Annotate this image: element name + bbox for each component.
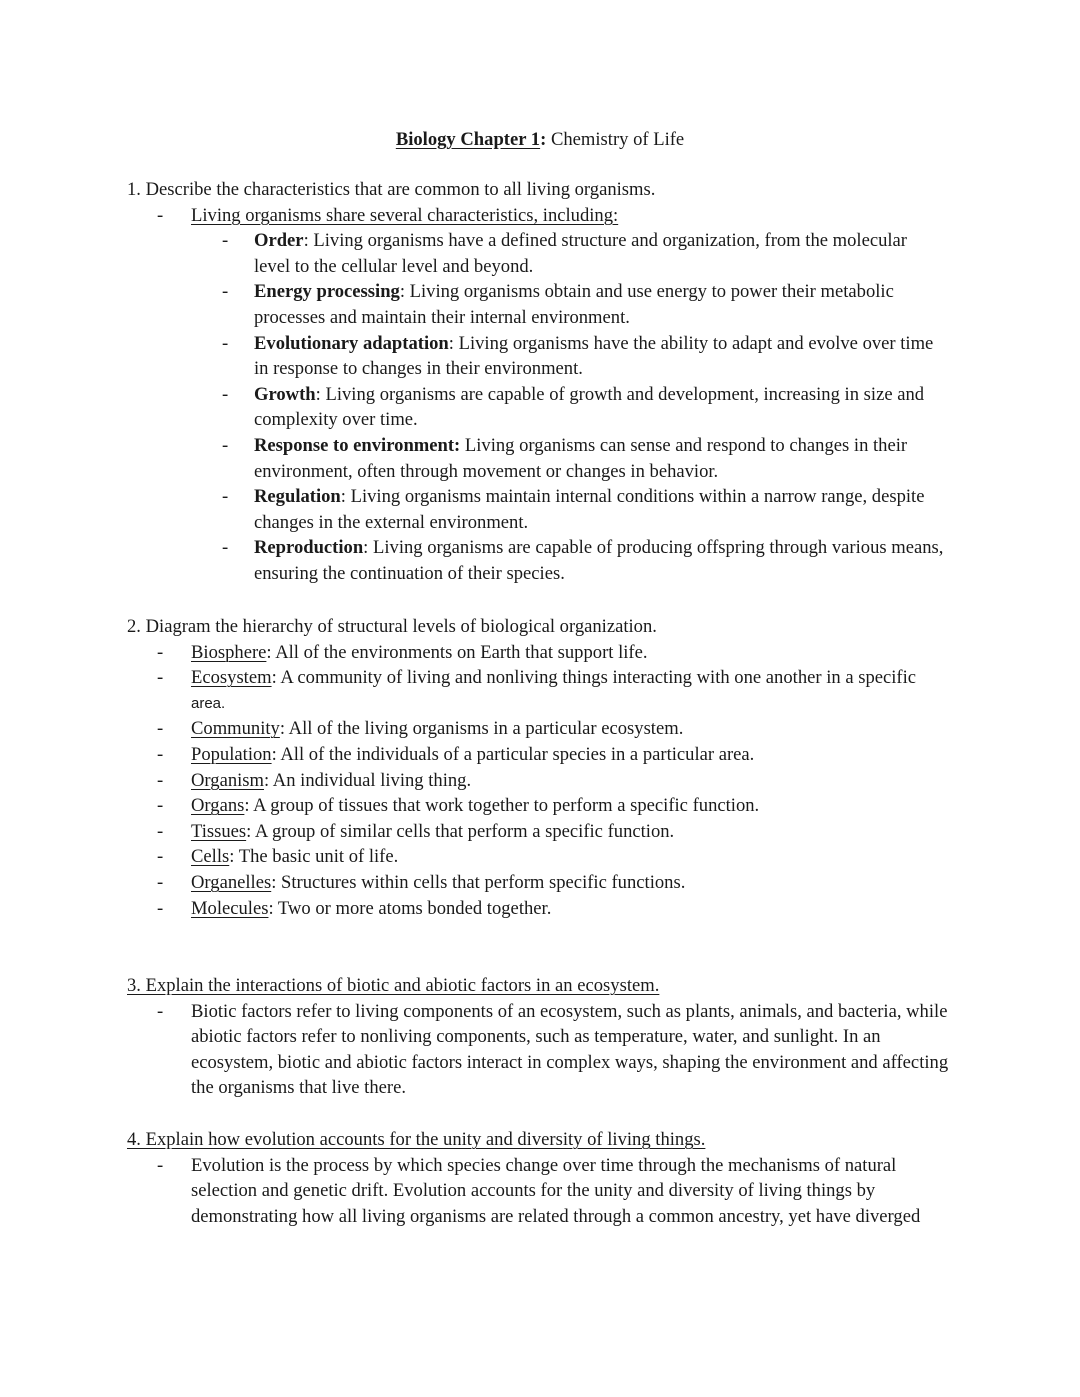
level-term: Ecosystem [191,667,272,689]
characteristic-text: Living organisms obtain and use energy to power their metabolic processes and maintain their internal environment. [254,281,894,328]
level-text: : Two or more atoms bonded together. [268,897,552,919]
characteristic-evolutionary-adaptation [127,331,944,382]
characteristic-term: Growth [254,383,316,405]
level-text: : All of the living organisms in a particular ecosystem. [279,718,684,740]
characteristic-term: Response to environment: [254,434,461,456]
characteristic-growth [127,382,944,433]
title-colon: : [540,129,547,150]
characteristic-response-to-environment [127,433,944,484]
characteristic-text: Living organisms are capable of producing offspring through various means, ensuring the continuation of their species. [254,537,944,584]
level-tissues [127,819,957,845]
term-separator: : [448,332,454,354]
question-2: 2. Diagram the hierarchy of structural levels of biological organization. [127,616,657,637]
level-organism [127,768,957,794]
term-separator: : [315,383,321,405]
characteristic-reproduction [127,535,944,586]
characteristic-text: Living organisms can sense and respond to changes in their environment, often through movement or changes in behavior. [254,434,908,482]
characteristic-term: Evolutionary adaptation [254,332,449,354]
q1-intro-text: Living organisms share several characteristics, including: [191,204,619,226]
term-separator: : [399,281,405,303]
level-organelles [127,870,957,896]
level-term: Biosphere [191,641,267,663]
level-text: : An individual living thing. [264,769,472,791]
characteristic-energy-processing [127,279,944,330]
question-4-section [127,1127,957,1229]
question-3: 3. Explain the interactions of biotic and abiotic factors in an ecosystem. [127,975,660,996]
level-term: Organs [191,795,245,817]
question-4: 4. Explain how evolution accounts for the unity and diversity of living things. [127,1129,706,1150]
level-text: : All of the environments on Earth that support life. [266,641,648,663]
level-term: Cells [191,846,230,868]
answer-4: - Evolution is the process by which species change over time through the mechanisms of natural selection and genetic drift. Evolution accounts for the unity and diversity of living things by demonstrating how all living organisms are related through a common ancestry, yet have diverged [127,1153,951,1230]
characteristic-term: Reproduction [254,537,364,559]
level-term: Molecules [191,897,269,919]
title-bold: Biology Chapter 1 [395,129,541,150]
characteristic-term: Energy processing [254,281,400,303]
level-population [127,742,957,768]
level-organs [127,793,957,819]
level-term: Population [191,743,272,765]
characteristic-text: Living organisms have a defined structure and organization, from the molecular level to the cellular level and beyond. [254,230,907,277]
term-separator: : [340,486,346,508]
level-text: : A community of living and nonliving things interacting with one another in a specific [271,667,917,689]
level-text: : A group of similar cells that perform a specific function. [246,820,675,842]
characteristic-text: Living organisms have the ability to adapt and evolve over time in response to changes in their environment. [254,332,934,380]
characteristic-text: Living organisms are capable of growth and development, increasing in size and complexity over time. [254,383,925,431]
characteristic-text: Living organisms maintain internal conditions within a narrow range, despite changes in the external environment. [254,486,925,533]
question-2-section [127,614,957,921]
level-term: Tissues [191,820,247,842]
level-biosphere [127,640,957,666]
level-text: : A group of tissues that work together to perform a specific function. [244,795,760,817]
title-rest: Chemistry of Life [546,129,685,150]
level-term: Organism [191,769,264,791]
term-separator: : [303,230,309,252]
level-text: : All of the individuals of a particular species in a particular area. [271,743,755,765]
level-cells [127,844,957,870]
level-ecosystem-continuation: area. [191,694,226,712]
level-ecosystem [127,665,957,691]
term-separator: : [363,537,369,559]
level-community [127,716,957,742]
characteristic-order [127,228,944,279]
page-title [0,127,1080,153]
question-3-section [127,973,957,1101]
level-text: : Structures within cells that perform specific functions. [271,871,686,893]
question-1-section [127,177,957,587]
characteristic-regulation [127,484,944,535]
level-term: Community [191,718,280,740]
level-term: Organelles [191,871,272,893]
answer-3: - Biotic factors refer to living components of an ecosystem, such as plants, animals, and bacteria, while abiotic factors refer to nonliving components, such as temperature, water, and sunlight. In an ecosystem, biotic and abiotic factors interact in complex ways, shaping the environment and affecting the organisms that live there. [127,999,951,1101]
question-1: 1. Describe the characteristics that are common to all living organisms. [127,179,656,200]
characteristic-term: Regulation [254,486,341,508]
level-molecules [127,896,957,922]
q1-intro [127,203,957,229]
characteristic-term: Order [254,230,304,252]
level-text: : The basic unit of life. [229,846,399,868]
